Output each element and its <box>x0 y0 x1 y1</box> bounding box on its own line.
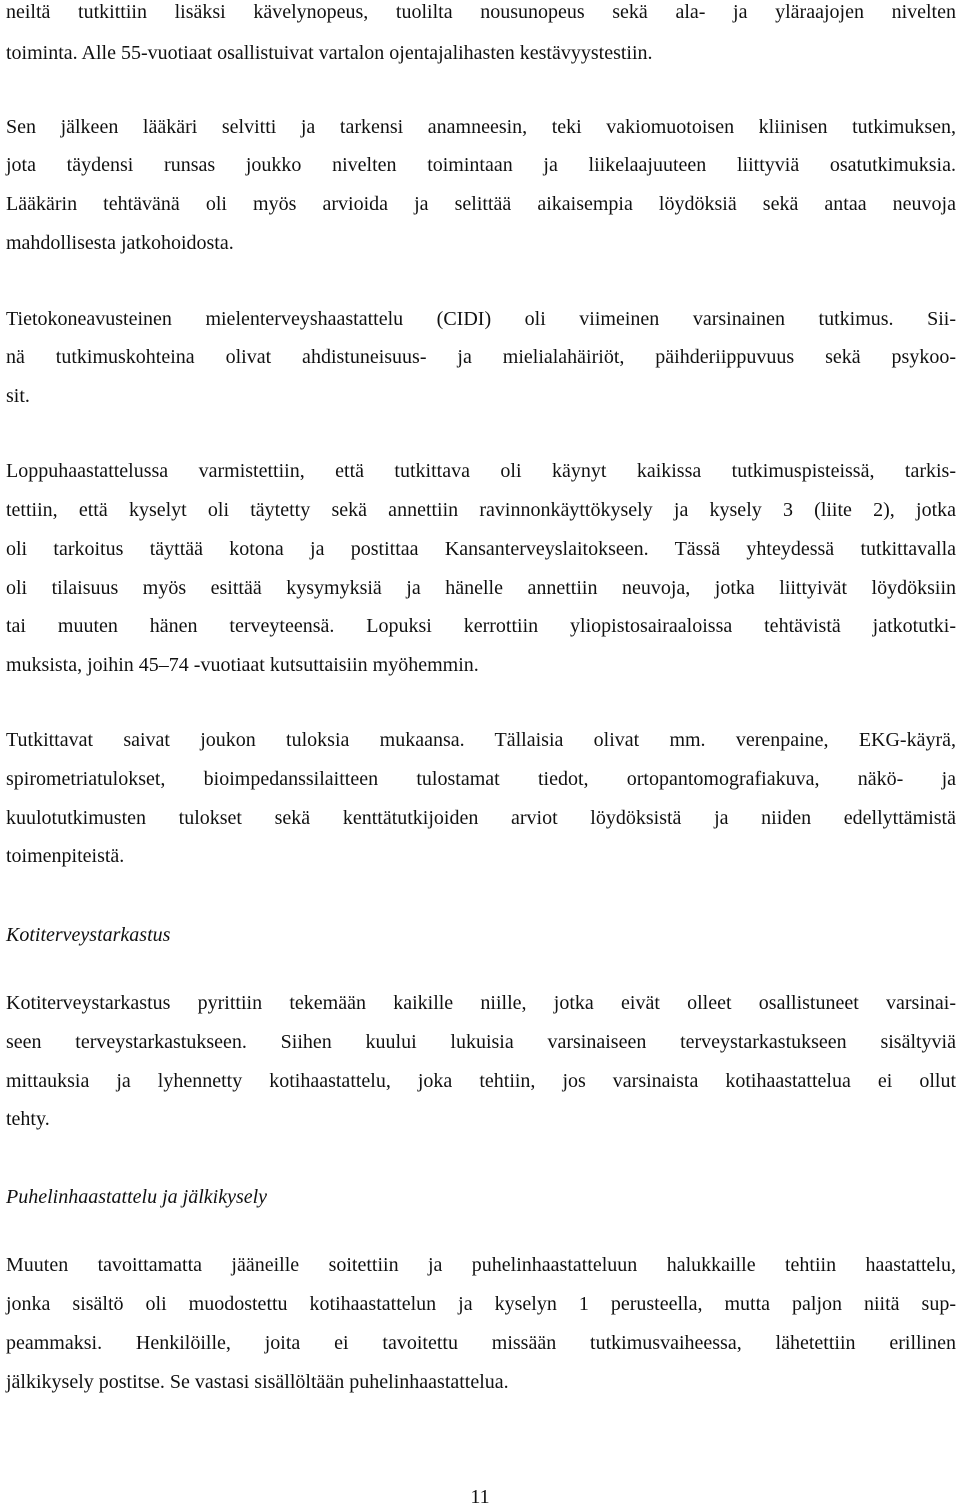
paragraph-line: seen terveystarkastukseen. Siihen kuului lukuisia varsinaiseen terveystarkastukseen sisältyviä <box>6 1031 956 1053</box>
paragraph-line: toimenpiteistä. <box>6 845 125 867</box>
paragraph-line: Tutkittavat saivat joukon tuloksia mukaansa. Tällaisia olivat mm. verenpaine, EKG-käyrä, <box>6 729 956 751</box>
paragraph-line: tai muuten hänen terveyteensä. Lopuksi kerrottiin yliopistosairaaloissa tehtävistä jatkotutki- <box>6 615 956 637</box>
paragraph-line: mittauksia ja lyhennetty kotihaastattelu, joka tehtiin, jos varsinaista kotihaastattelua ei ollut <box>6 1070 956 1092</box>
paragraph-line: Loppuhaastattelussa varmistettiin, että tutkittava oli käynyt kaikissa tutkimuspisteissä, tarkis- <box>6 460 956 482</box>
paragraph-line: oli tarkoitus täyttää kotona ja postittaa Kansanterveyslaitokseen. Tässä yhteydessä tutkittavalla <box>6 538 956 560</box>
paragraph-line: jälkikysely postitse. Se vastasi sisällöltään puhelinhaastattelua. <box>6 1371 509 1393</box>
paragraph-line: Tietokoneavusteinen mielenterveyshaastattelu (CIDI) oli viimeinen varsinainen tutkimus. Sii- <box>6 308 956 330</box>
paragraph-line: muksista, joihin 45–74 -vuotiaat kutsuttaisiin myöhemmin. <box>6 654 479 676</box>
paragraph-line: jonka sisältö oli muodostettu kotihaastattelun ja kyselyn 1 perusteella, mutta paljon niitä sup- <box>6 1293 956 1315</box>
paragraph-line: oli tilaisuus myös esittää kysymyksiä ja hänelle annettiin neuvoja, jotka liittyivät löydöksiin <box>6 577 956 599</box>
paragraph-line: Kotiterveystarkastus pyrittiin tekemään kaikille niille, jotka eivät olleet osallistuneet varsinai- <box>6 992 956 1014</box>
paragraph-line: tettiin, että kyselyt oli täytetty sekä annettiin ravinnonkäyttökysely ja kysely 3 (liite 2), jotka <box>6 499 956 521</box>
paragraph-line: peammaksi. Henkilöille, joita ei tavoitettu missään tutkimusvaiheessa, lähetettiin erillinen <box>6 1332 956 1354</box>
paragraph-line: nä tutkimuskohteina olivat ahdistuneisuus- ja mielialahäiriöt, päihderiippuvuus sekä psykoo- <box>6 346 956 368</box>
paragraph-line: Sen jälkeen lääkäri selvitti ja tarkensi anamneesin, teki vakiomuotoisen kliinisen tutkimuksen, <box>6 116 956 138</box>
section-heading: Kotiterveystarkastus <box>6 924 171 946</box>
paragraph-line: sit. <box>6 385 30 407</box>
paragraph-line: Muuten tavoittamatta jääneille soitettiin ja puhelinhaastatteluun halukkaille tehtiin haastattelu, <box>6 1254 956 1276</box>
paragraph-line: jota täydensi runsas joukko nivelten toimintaan ja liikelaajuuteen liittyviä osatutkimuksia. <box>6 154 956 176</box>
paragraph-line: Lääkärin tehtävänä oli myös arvioida ja selittää aikaisempia löydöksiä sekä antaa neuvoja <box>6 193 956 215</box>
paragraph-line: tehty. <box>6 1108 50 1130</box>
paragraph-line: toiminta. Alle 55-vuotiaat osallistuivat vartalon ojentajalihasten kestävyystestiin. <box>6 42 653 64</box>
section-heading: Puhelinhaastattelu ja jälkikysely <box>6 1186 268 1208</box>
paragraph-line: mahdollisesta jatkohoidosta. <box>6 232 234 254</box>
paragraph-line: kuulotutkimusten tulokset sekä kenttätutkijoiden arviot löydöksistä ja niiden edellyttämistä <box>6 807 956 829</box>
paragraph-line: neiltä tutkittiin lisäksi kävelynopeus, tuolilta nousunopeus sekä ala- ja yläraajojen nivelten <box>6 1 956 23</box>
page-number: 11 <box>470 1486 490 1508</box>
paragraph-line: spirometriatulokset, bioimpedanssilaitteen tulostamat tiedot, ortopantomografiakuva, näkö- ja <box>6 768 956 790</box>
